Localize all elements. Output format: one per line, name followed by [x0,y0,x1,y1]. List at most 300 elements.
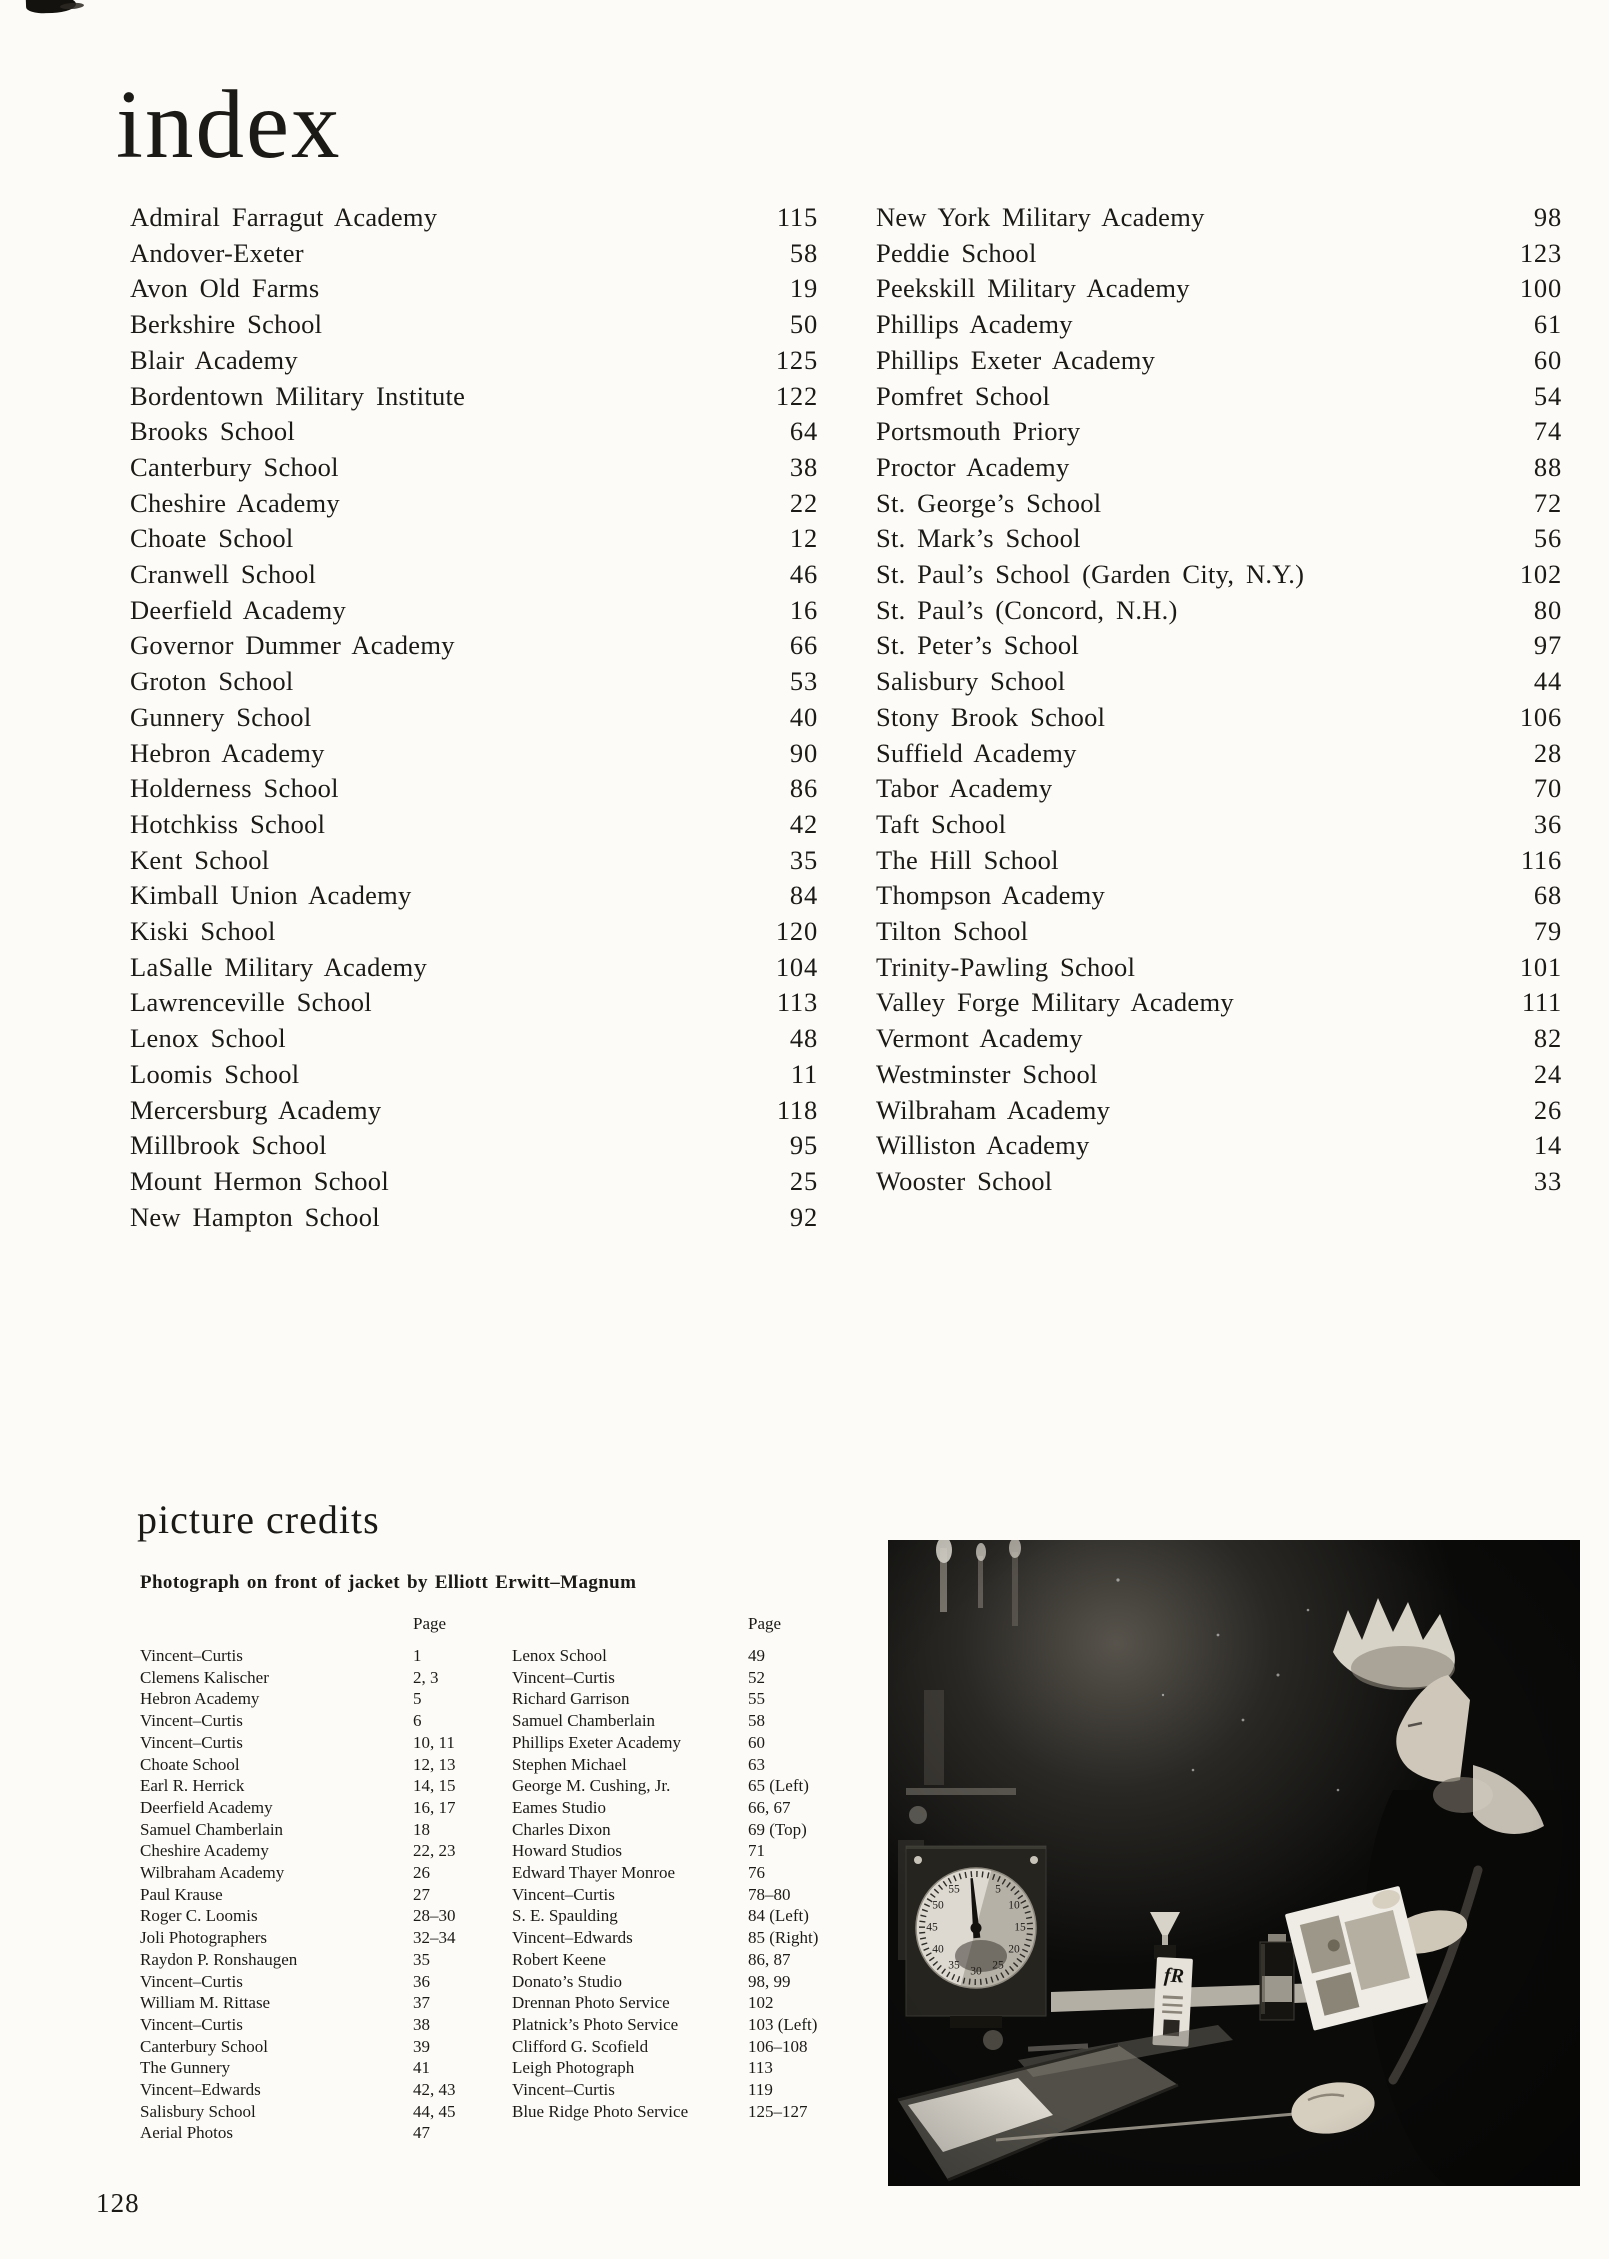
credit-pages: 71 [748,1841,765,1861]
school-page-number: 33 [1533,1165,1562,1196]
credit-pages: 42, 43 [413,2080,456,2100]
credit-pages: 84 (Left) [748,1906,809,1926]
school-page-number: 54 [1533,380,1562,411]
credit-row [512,2014,852,2036]
school-name: LaSalle Military Academy [130,951,428,982]
credit-row [512,1992,852,2014]
credits-column-2 [512,1645,852,2122]
credit-row [512,1645,852,1667]
school-name: Taft School [876,808,1007,839]
school-name: Thompson Academy [876,880,1106,911]
school-name: Phillips Academy [876,309,1073,340]
photographer-name: Canterbury School [140,2036,268,2056]
credit-pages: 14, 15 [413,1776,456,1796]
school-name: Lenox School [130,1023,286,1054]
index-row [876,807,1562,843]
index-column-right [876,200,1562,1200]
photo-vignette [888,1540,1580,2186]
index-row [876,379,1562,415]
school-name: Hotchkiss School [130,808,326,839]
photographer-name: Vincent–Curtis [140,1711,243,1731]
school-name: Millbrook School [130,1130,327,1161]
index-row [130,414,818,450]
index-row [876,271,1562,307]
index-row [876,985,1562,1021]
index-row [876,878,1562,914]
photographer-name: Charles Dixon [512,1819,611,1839]
index-row [876,914,1562,950]
credit-row [512,1971,852,1993]
school-page-number: 24 [1533,1058,1562,1089]
index-row [130,1093,818,1129]
school-name: New Hampton School [130,1201,380,1232]
index-row [130,843,818,879]
credit-row [512,1905,852,1927]
credit-pages: 103 (Left) [748,2014,818,2034]
index-row [130,486,818,522]
school-page-number: 66 [789,630,818,661]
school-page-number: 46 [789,559,818,590]
page-number: 128 [96,2188,140,2218]
index-row [130,450,818,486]
photographer-name: Paul Krause [140,1884,223,1904]
school-name: Avon Old Farms [130,273,320,304]
school-name: Trinity-Pawling School [876,951,1136,982]
index-row [876,236,1562,272]
school-page-number: 106 [1519,701,1562,732]
credit-row [140,1992,480,2014]
index-row [876,1021,1562,1057]
school-page-number: 53 [789,666,818,697]
index-row [130,1128,818,1164]
credit-row [140,2014,480,2036]
credit-row [512,1884,852,1906]
school-page-number: 113 [776,987,818,1018]
credit-pages: 58 [748,1711,765,1731]
credit-pages: 102 [748,1993,774,2013]
photographer-name: Vincent–Curtis [140,1646,243,1665]
index-row [876,1057,1562,1093]
school-name: Canterbury School [130,451,339,482]
credit-row [140,1840,480,1862]
index-row [130,200,818,236]
school-page-number: 61 [1533,309,1562,340]
index-row [130,771,818,807]
school-page-number: 123 [1519,237,1562,268]
credit-row [512,1732,852,1754]
index-row [876,700,1562,736]
credit-pages: 32–34 [413,1928,456,1948]
photographer-name: Hebron Academy [140,1689,260,1709]
school-page-number: 100 [1519,273,1562,304]
school-page-number: 86 [789,773,818,804]
school-page-number: 120 [775,916,818,947]
photographer-name: Samuel Chamberlain [140,1819,284,1839]
credit-row [512,1754,852,1776]
school-name: Peekskill Military Academy [876,273,1190,304]
jacket-credit-note: Photograph on front of jacket by Elliott Erwitt–Magnum [140,1572,637,1593]
credit-pages: 39 [413,2036,430,2056]
credit-row [140,1819,480,1841]
credit-pages: 69 (Top) [748,1819,807,1839]
photographer-name: Vincent–Curtis [140,1971,243,1991]
school-name: Brooks School [130,416,296,447]
school-page-number: 102 [1519,559,1562,590]
school-name: Governor Dummer Academy [130,630,455,661]
school-page-number: 116 [1520,844,1562,875]
index-row [130,914,818,950]
index-row [876,450,1562,486]
credit-pages: 2, 3 [413,1667,439,1687]
photographer-name: The Gunnery [140,2058,231,2078]
credit-row [140,1797,480,1819]
school-page-number: 74 [1533,416,1562,447]
credit-row [512,1667,852,1689]
credit-row [512,1775,852,1797]
credit-pages: 12, 13 [413,1754,456,1774]
index-row [130,557,818,593]
school-name: Mount Hermon School [130,1165,389,1196]
credit-pages: 26 [413,1863,430,1883]
credit-row [512,1688,852,1710]
credit-pages: 47 [413,2123,430,2143]
school-page-number: 36 [1533,808,1562,839]
school-page-number: 35 [789,844,818,875]
school-name: Suffield Academy [876,737,1077,768]
school-page-number: 95 [789,1130,818,1161]
school-name: Kiski School [130,916,276,947]
index-row [130,343,818,379]
credit-pages: 16, 17 [413,1797,456,1817]
index-row [130,1200,818,1236]
school-page-number: 68 [1533,880,1562,911]
school-name: St. George’s School [876,487,1102,518]
credit-pages: 6 [413,1711,422,1731]
school-page-number: 82 [1533,1023,1562,1054]
credit-row [140,2122,480,2144]
credit-row [512,1710,852,1732]
credit-row [512,2079,852,2101]
school-page-number: 79 [1533,916,1562,947]
credit-pages: 22, 23 [413,1841,456,1861]
school-name: Williston Academy [876,1130,1090,1161]
credit-row [512,1819,852,1841]
school-page-number: 80 [1533,594,1562,625]
school-name: Vermont Academy [876,1023,1083,1054]
school-page-number: 16 [789,594,818,625]
photographer-name: Edward Thayer Monroe [512,1863,676,1883]
credit-pages: 37 [413,1993,430,2013]
credit-row [512,1927,852,1949]
school-name: Portsmouth Priory [876,416,1081,447]
credit-pages: 10, 11 [413,1732,455,1752]
credit-pages: 44, 45 [413,2101,456,2121]
school-name: Kent School [130,844,270,875]
index-row [876,557,1562,593]
school-name: Choate School [130,523,294,554]
photographer-name: Cheshire Academy [140,1841,269,1861]
credit-pages: 5 [413,1689,422,1709]
school-page-number: 40 [789,701,818,732]
school-page-number: 19 [789,273,818,304]
photographer-name: Choate School [140,1754,240,1774]
school-page-number: 70 [1533,773,1562,804]
credit-pages: 27 [413,1884,430,1904]
school-page-number: 42 [789,808,818,839]
credit-row [140,2101,480,2123]
credit-row [512,1840,852,1862]
credit-row [140,1754,480,1776]
index-row [130,664,818,700]
credit-row [140,1732,480,1754]
photographer-name: Lenox School [512,1646,607,1665]
school-name: Loomis School [130,1058,300,1089]
credit-row [140,1884,480,1906]
credit-row [512,1862,852,1884]
credit-row [512,1797,852,1819]
picture-credits-title: picture credits [137,1497,380,1542]
photographer-name: Vincent–Edwards [512,1928,633,1948]
school-page-number: 64 [789,416,818,447]
credit-pages: 125–127 [748,2101,808,2121]
credit-row [140,1949,480,1971]
credit-pages: 60 [748,1732,765,1752]
photographer-name: George M. Cushing, Jr. [512,1776,671,1796]
credit-pages: 119 [748,2080,773,2100]
photographer-name: Vincent–Curtis [512,1884,615,1904]
credit-pages: 113 [748,2058,773,2078]
school-name: The Hill School [876,844,1059,875]
school-page-number: 44 [1533,666,1562,697]
credit-row [140,1688,480,1710]
photographer-name: Drennan Photo Service [512,1993,670,2013]
photographer-name: Stephen Michael [512,1754,627,1774]
school-page-number: 12 [789,523,818,554]
school-page-number: 118 [776,1094,818,1125]
index-row [876,628,1562,664]
school-name: St. Paul’s (Concord, N.H.) [876,594,1178,625]
school-name: Peddie School [876,237,1037,268]
credit-pages: 55 [748,1689,765,1709]
index-row [876,414,1562,450]
index-row [876,1128,1562,1164]
index-row [130,985,818,1021]
index-row [876,307,1562,343]
index-row [876,664,1562,700]
credit-pages: 65 (Left) [748,1776,809,1796]
credit-pages: 98, 99 [748,1971,791,1991]
photographer-name: Clemens Kalischer [140,1667,269,1687]
school-name: Cheshire Academy [130,487,340,518]
photographer-name: William M. Rittase [140,1993,271,2013]
school-page-number: 26 [1533,1094,1562,1125]
ink-smudge-tail [60,2,84,10]
school-name: New York Military Academy [876,202,1205,232]
school-name: Wilbraham Academy [876,1094,1111,1125]
index-row [876,593,1562,629]
index-row [130,1057,818,1093]
school-page-number: 58 [789,237,818,268]
school-name: Gunnery School [130,701,312,732]
darkroom-photo [888,1540,1580,2186]
credit-row [140,2036,480,2058]
school-name: Lawrenceville School [130,987,372,1018]
school-page-number: 90 [789,737,818,768]
index-title: index [116,71,342,178]
school-page-number: 88 [1533,451,1562,482]
school-page-number: 125 [775,344,818,375]
school-name: Groton School [130,666,294,697]
school-name: St. Paul’s School (Garden City, N.Y.) [876,559,1305,590]
school-name: Tabor Academy [876,773,1053,804]
credit-pages: 49 [748,1646,765,1665]
index-row [130,271,818,307]
credit-pages: 63 [748,1754,765,1774]
photographer-name: Vincent–Edwards [140,2080,261,2100]
credit-row [140,2079,480,2101]
photographer-name: Aerial Photos [140,2123,234,2143]
credit-pages: 35 [413,1949,430,1969]
school-page-number: 122 [775,380,818,411]
school-name: Admiral Farragut Academy [130,202,438,232]
index-row [876,1093,1562,1129]
credit-pages: 86, 87 [748,1949,791,1969]
photographer-name: Robert Keene [512,1949,606,1969]
photographer-name: Wilbraham Academy [140,1863,285,1883]
credit-row [140,2057,480,2079]
photographer-name: Joli Photographers [140,1928,268,1948]
school-name: Pomfret School [876,380,1051,411]
credit-pages: 78–80 [748,1884,791,1904]
credit-row [140,1927,480,1949]
school-page-number: 22 [789,487,818,518]
school-page-number: 11 [790,1058,818,1089]
school-name: Deerfield Academy [130,594,347,625]
credit-row [140,1971,480,1993]
credit-row [512,2057,852,2079]
photographer-name: Richard Garrison [512,1689,630,1709]
school-name: Cranwell School [130,559,317,590]
photographer-name: Vincent–Curtis [512,2080,615,2100]
school-name: Kimball Union Academy [130,880,412,911]
photographer-name: Deerfield Academy [140,1797,273,1817]
credit-pages: 106–108 [748,2036,808,2056]
credit-pages: 18 [413,1819,430,1839]
school-page-number: 98 [1533,202,1562,232]
school-name: Blair Academy [130,344,298,375]
photographer-name: Samuel Chamberlain [512,1711,656,1731]
index-row [130,593,818,629]
photographer-name: Donato’s Studio [512,1971,623,1991]
school-name: Hebron Academy [130,737,325,768]
index-row [130,307,818,343]
school-page-number: 101 [1519,951,1562,982]
school-page-number: 97 [1533,630,1562,661]
credit-row [512,1949,852,1971]
photographer-name: S. E. Spaulding [512,1906,618,1926]
school-name: Stony Brook School [876,701,1106,732]
school-page-number: 92 [789,1201,818,1232]
credits-page-header-2: Page [748,1614,782,1633]
credit-pages: 85 (Right) [748,1928,819,1948]
school-name: Wooster School [876,1165,1053,1196]
photographer-name: Vincent–Curtis [140,1732,243,1752]
index-row [876,771,1562,807]
credit-pages: 76 [748,1863,765,1883]
credit-row [512,2101,852,2123]
index-row [876,843,1562,879]
index-row [876,200,1562,236]
credit-pages: 1 [413,1646,422,1665]
credit-row [140,1905,480,1927]
credit-row [512,2036,852,2058]
school-page-number: 115 [776,202,818,232]
credit-row [140,1862,480,1884]
index-row [130,700,818,736]
index-row [130,379,818,415]
school-name: Bordentown Military Institute [130,380,466,411]
index-row [130,236,818,272]
school-page-number: 104 [775,951,818,982]
photographer-name: Leigh Photograph [512,2058,635,2078]
credit-pages: 38 [413,2014,430,2034]
index-row [130,807,818,843]
photographer-name: Raydon P. Ronshaugen [140,1949,298,1969]
school-page-number: 72 [1533,487,1562,518]
index-row [130,1164,818,1200]
photographer-name: Eames Studio [512,1797,606,1817]
credit-row [140,1667,480,1689]
index-row [876,521,1562,557]
credit-row [140,1775,480,1797]
index-column-left [130,200,818,1235]
credit-row [140,1710,480,1732]
school-name: Tilton School [876,916,1029,947]
photographer-name: Blue Ridge Photo Service [512,2101,689,2121]
school-name: Westminster School [876,1058,1098,1089]
index-row [130,736,818,772]
school-page-number: 60 [1533,344,1562,375]
credit-row [140,1645,480,1667]
photographer-name: Phillips Exeter Academy [512,1732,682,1752]
school-page-number: 14 [1533,1130,1562,1161]
credit-pages: 52 [748,1667,765,1687]
school-name: Salisbury School [876,666,1066,697]
photographer-name: Clifford G. Scofield [512,2036,649,2056]
photographer-name: Howard Studios [512,1841,623,1861]
school-page-number: 25 [789,1165,818,1196]
photographer-name: Salisbury School [140,2101,256,2121]
photographer-name: Earl R. Herrick [140,1776,245,1796]
credit-pages: 28–30 [413,1906,456,1926]
school-name: Holderness School [130,773,339,804]
school-name: Berkshire School [130,309,323,340]
photographer-name: Vincent–Curtis [512,1667,615,1687]
index-row [130,950,818,986]
photographer-name: Platnick’s Photo Service [512,2014,679,2034]
school-name: Valley Forge Military Academy [876,987,1234,1018]
credit-pages: 41 [413,2058,430,2078]
index-row [130,1021,818,1057]
school-name: Proctor Academy [876,451,1070,482]
school-page-number: 48 [789,1023,818,1054]
school-name: Andover-Exeter [130,237,304,268]
school-page-number: 28 [1533,737,1562,768]
school-page-number: 84 [789,880,818,911]
index-row [876,950,1562,986]
photographer-name: Roger C. Loomis [140,1906,258,1926]
school-name: Phillips Exeter Academy [876,344,1156,375]
